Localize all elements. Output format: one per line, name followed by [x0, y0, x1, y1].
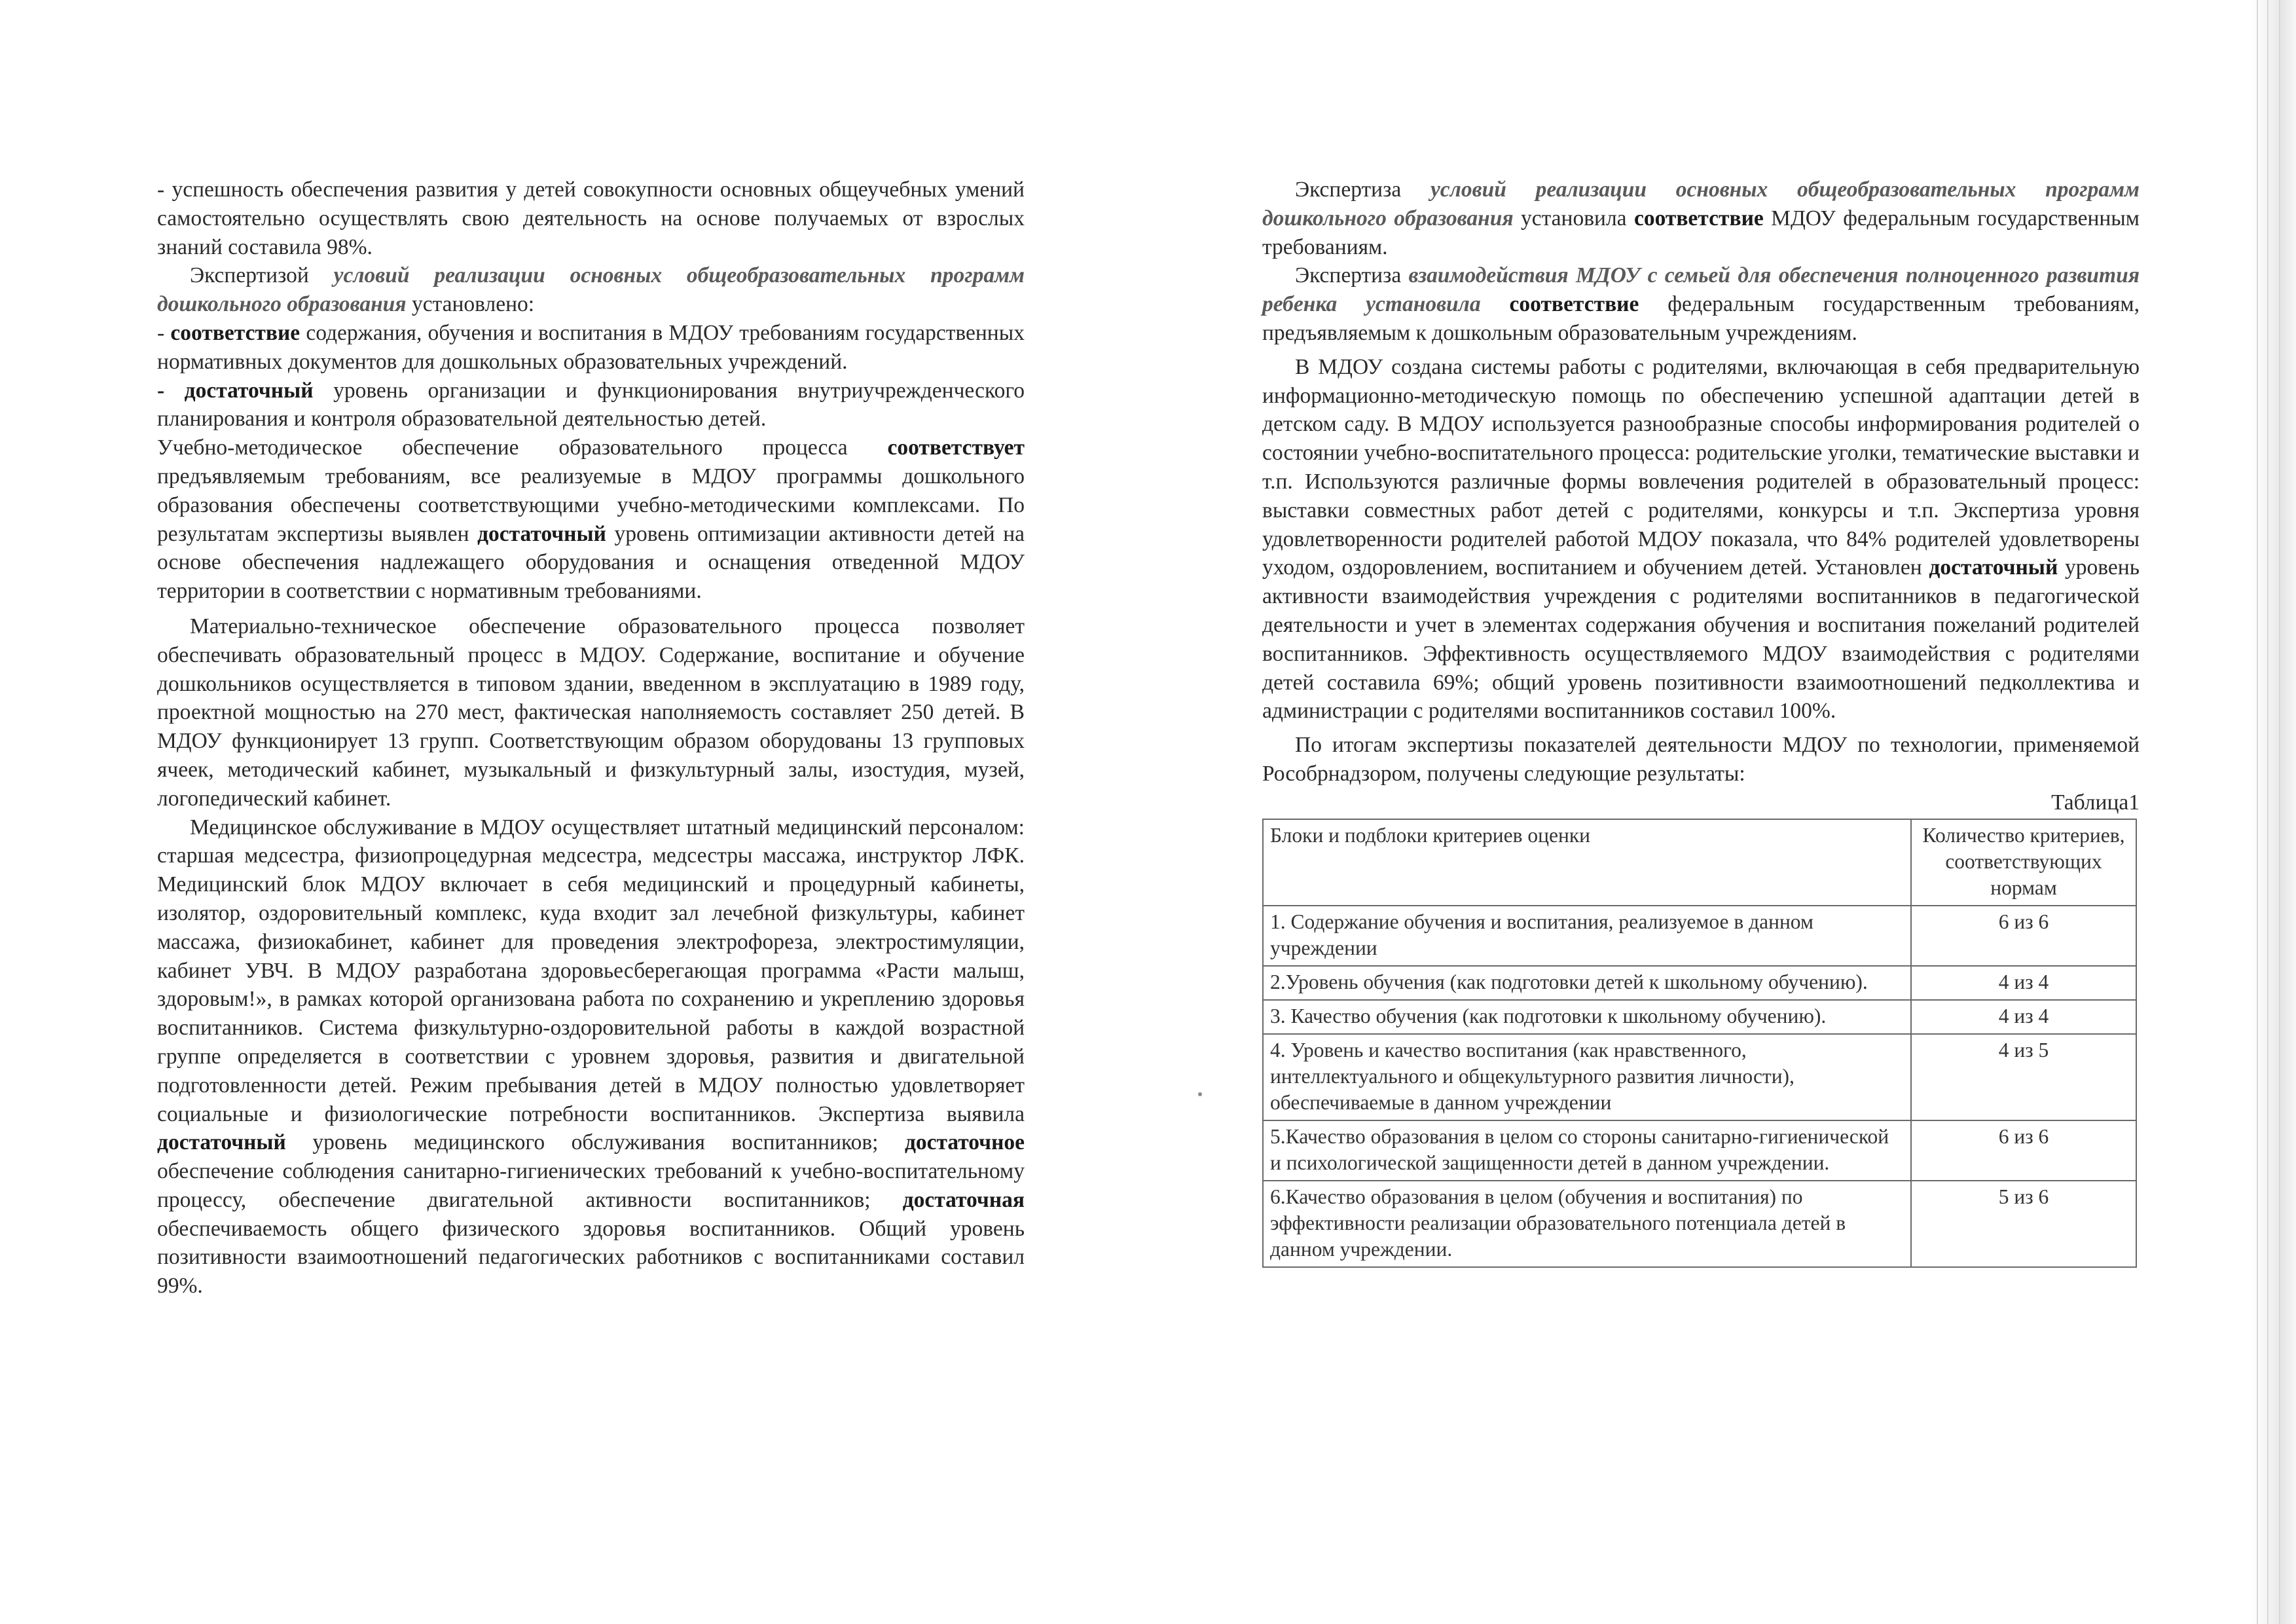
right-paragraph-4	[1262, 731, 2140, 788]
right-paragraph-2	[1262, 261, 2140, 347]
right-paragraph-3	[1262, 353, 2140, 726]
paragraph-text: По итогам экспертизы показателей деятельности МДОУ по технологии, применяемой Рособрнадзором, получены следующие результаты:	[1262, 733, 2140, 786]
paragraph-text: МДОУ федеральным государственным требованиям.	[1262, 206, 2140, 259]
paragraph-text: установлено:	[406, 292, 535, 317]
emphasis-text: условий реализации основных общеобразовательных программ дошкольного образования	[1262, 177, 2140, 231]
paragraph-text: Экспертиза	[1295, 263, 1409, 288]
left-paragraph-6	[157, 612, 1025, 813]
emphasis-text: условий реализации основных общеобразовательных программ дошкольного образования	[157, 263, 1025, 317]
table-cell-criterion: 6.Качество образования в целом (обучения и воспитания) по эффективности реализации образовательного потенциала детей в данном учреждении.	[1263, 1181, 1911, 1267]
table-row	[1263, 906, 2136, 966]
left-paragraph-1	[157, 175, 1025, 261]
paragraph-text: обеспечение соблюдения санитарно-гигиенических требований к учебно-воспитательному процессу, обеспечение двигательной активности воспитанников;	[157, 1159, 1025, 1212]
left-paragraph-2	[157, 261, 1025, 319]
paragraph-text: содержания, обучения и воспитания в МДОУ требованиям государственных нормативных документов для дошкольных образовательных учреждений.	[157, 320, 1025, 374]
table-cell-count: 4 из 5	[1911, 1034, 2136, 1120]
paragraph-text: Учебно-методическое обеспечение образовательного процесса	[157, 435, 888, 460]
paragraph-text: федеральным государственным требованиям, предъявляемым к дошкольным образовательным учреждениям.	[1262, 292, 2140, 345]
left-paragraph-7	[157, 813, 1025, 1301]
paragraph-text: уровень оптимизации активности детей на основе обеспечения надлежащего оборудования и оснащения отведенной МДОУ территории в соответствии с нормативным требованиями.	[157, 521, 1025, 604]
table-header-row	[1263, 819, 2136, 906]
paragraph-text: Материально-техническое обеспечение образовательного процесса позволяет обеспечивать образовательный процесс в МДОУ. Содержание, воспитание и обучение дошкольников осуществляется в типовом здании, введенном в эксплуатацию в 1989 году, проектной мощностью на 270 мест, фактическая наполняемость составляет 250 детей. В МДОУ функционирует 13 групп. Соответствующим образом оборудованы 13 групповых ячеек, методический кабинет, музыкальный и физкультурный залы, изостудия, музей, логопедический кабинет.	[157, 614, 1025, 811]
page-edge-line	[2257, 0, 2258, 1624]
bold-text: достаточная	[902, 1187, 1025, 1212]
table-header-cell: Количество критериев, соответствующих нормам	[1911, 819, 2136, 906]
left-page-column	[157, 175, 1025, 1301]
paragraph-text: предъявляемым требованиям, все реализуемые в МДОУ программы дошкольного образования обеспечены соответствующими учебно-методическими комплексами. По результатам экспертизы выявлен	[157, 464, 1025, 546]
paragraph-text: обеспечиваемость общего физического здоровья воспитанников. Общий уровень позитивности взаимоотношений педагогических работников с воспитанниками составил 99%.	[157, 1216, 1025, 1299]
left-paragraph-3	[157, 319, 1025, 377]
page-edge-line	[2279, 0, 2280, 1624]
table-cell-criterion: 2.Уровень обучения (как подготовки детей к школьному обучению).	[1263, 966, 1911, 1000]
bold-text: соответствие	[1633, 206, 1764, 231]
bold-text: - достаточный	[157, 378, 314, 403]
bold-text: достаточное	[904, 1130, 1025, 1155]
paragraph-text: В МДОУ создана системы работы с родителями, включающая в себя предварительную информационно-методическую помощь по обеспечению успешной адаптации детей в детском саду. В МДОУ используется разнообразные способы информирования родителей о состоянии учебно-воспитательного процесса: родительские уголки, тематические выставки и т.п. Используются различные формы вовлечения родителей в образовательный процесс: выставки совместных работ детей с родителями, конкурсы и т.п. Экспертиза уровня удовлетворенности родителей работой МДОУ показала, что 84% родителей удовлетворены уходом, оздоровлением, воспитанием и обучением детей. Установлен	[1262, 354, 2140, 580]
scan-speck	[1198, 1092, 1202, 1096]
paragraph-text: Экспертиза	[1295, 177, 1430, 202]
page-edge-line	[2267, 0, 2269, 1624]
left-paragraph-4	[157, 377, 1025, 434]
right-page-column	[1262, 175, 2140, 1268]
paragraph-text	[1481, 292, 1510, 316]
table-cell-count: 6 из 6	[1911, 1120, 2136, 1181]
table-cell-count: 5 из 6	[1911, 1181, 2136, 1267]
table-cell-count: 4 из 4	[1911, 1000, 2136, 1034]
table-cell-criterion: 5.Качество образования в целом со стороны санитарно-гигиенической и психологической защищенности детей в данном учреждении.	[1263, 1120, 1911, 1181]
emphasis-text: взаимодействия МДОУ с семьей для обеспечения полноценного развития ребенка установила	[1262, 263, 2140, 317]
paragraph-text: установила	[1513, 206, 1634, 231]
table-row	[1263, 1120, 2136, 1181]
table-row	[1263, 1034, 2136, 1120]
bold-text: достаточный	[1929, 555, 2058, 580]
bold-text: достаточный	[157, 1130, 286, 1155]
table-cell-criterion: 3. Качество обучения (как подготовки к школьному обучению).	[1263, 1000, 1911, 1034]
paragraph-text: -	[157, 320, 171, 345]
page-edge	[2250, 0, 2296, 1624]
bold-text: соответствие	[170, 320, 301, 345]
bold-text: достаточный	[477, 521, 606, 546]
paragraph-text: уровень активности взаимодействия учреждения с родителями воспитанников в педагогической деятельности и учет в элементах содержания обучения и воспитания пожеланий родителей воспитанников. Эффективность осуществляемого МДОУ взаимодействия с родителями детей составила 69%; общий уровень позитивности взаимоотношений педколлектива и администрации с родителями воспитанников составил 100%.	[1262, 555, 2140, 724]
table-cell-count: 4 из 4	[1911, 966, 2136, 1000]
table-cell-criterion: 1. Содержание обучения и воспитания, реализуемое в данном учреждении	[1263, 906, 1911, 966]
table-cell-criterion: 4. Уровень и качество воспитания (как нравственного, интеллектуального и общекультурного развития личности), обеспечиваемые в данном учреждении	[1263, 1034, 1911, 1120]
table-caption: Таблица1	[2051, 790, 2140, 815]
table-header-cell: Блоки и подблоки критериев оценки	[1263, 819, 1911, 906]
paragraph-text: уровень организации и функционирования внутриучрежденческого планирования и контроля образовательной деятельностью детей.	[157, 378, 1025, 432]
table-row	[1263, 1181, 2136, 1267]
paragraph-text: уровень медицинского обслуживания воспитанников;	[285, 1130, 905, 1155]
table-cell-count: 6 из 6	[1911, 906, 2136, 966]
paragraph-text: - успешность обеспечения развития у детей совокупности основных общеучебных умений самостоятельно осуществлять свою деятельность на основе получаемых от взрослых знаний составила 98%.	[157, 177, 1025, 259]
bold-text: соответствие	[1509, 292, 1639, 317]
table-row	[1263, 966, 2136, 1000]
paragraph-text: Медицинское обслуживание в МДОУ осуществляет штатный медицинский персоналом: старшая медсестра, физиопроцедурная медсестра, медсестры массажа, инструктор ЛФК. Медицинский блок МДОУ включает в себя медицинский и процедурный кабинеты, изолятор, оздоровительный комплекс, куда входит зал лечебной физкультуры, кабинет массажа, физиокабинет, кабинет для проведения электрофореза, электростимуляции, кабинет УВЧ. В МДОУ разработана здоровьесберегающая программа «Расти малыш, здоровым!», в рамках которой организована работа по сохранению и укреплению здоровья воспитанников. Система физкультурно-оздоровительной работы в каждой возрастной группе определяется в соответствии с уровнем здоровья, развития и двигательной подготовленности детей. Режим пребывания детей в МДОУ полностью удовлетворяет социальные и физиологические потребности воспитанников. Экспертиза выявила	[157, 815, 1025, 1126]
right-paragraph-1	[1262, 175, 2140, 261]
paragraph-text: Экспертизой	[190, 263, 334, 288]
left-paragraph-5	[157, 434, 1025, 606]
table-row	[1263, 1000, 2136, 1034]
criteria-table	[1262, 819, 2137, 1268]
bold-text: соответствует	[887, 435, 1025, 460]
